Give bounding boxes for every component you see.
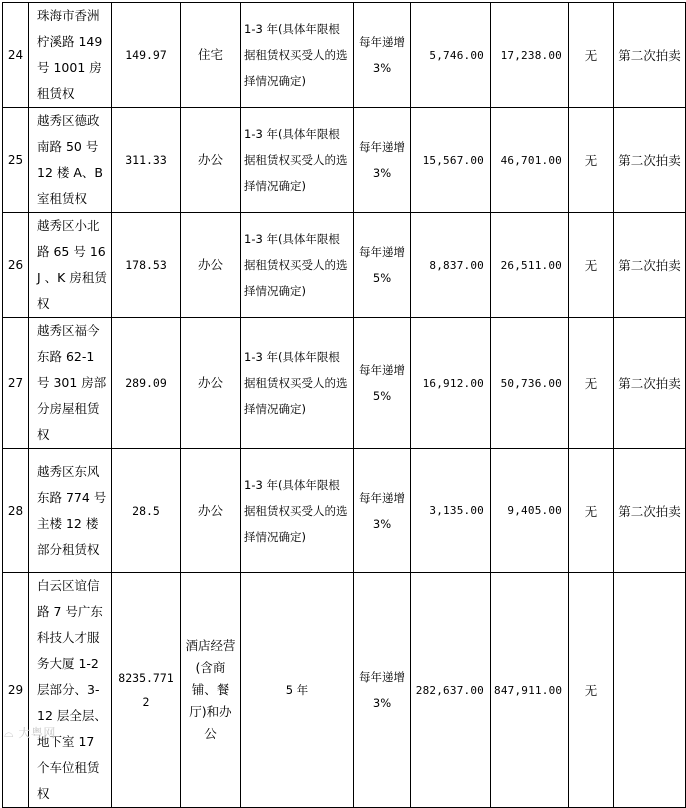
watermark-icon: ⌓ (4, 726, 19, 740)
usage: 酒店经营(含商铺、餐厅)和办公 (181, 573, 241, 808)
deposit: 9,405.00 (491, 449, 569, 573)
area: 28.5 (112, 449, 181, 573)
auction-table (2, 2, 686, 808)
rent-increase: 每年递增 3% (354, 108, 411, 213)
annual-rent: 3,135.00 (411, 449, 491, 573)
row-number: 24 (3, 3, 29, 108)
deposit: 17,238.00 (491, 3, 569, 108)
area: 149.97 (112, 3, 181, 108)
property-name: 越秀区东风东路 774 号主楼 12 楼部分租赁权 (29, 449, 112, 573)
deposit: 26,511.00 (491, 213, 569, 318)
annual-rent: 5,746.00 (411, 3, 491, 108)
deposit: 847,911.00 (491, 573, 569, 808)
encumbrance: 无 (569, 449, 614, 573)
lease-term: 5 年 (241, 573, 354, 808)
usage: 办公 (181, 108, 241, 213)
rent-increase: 每年递增 5% (354, 213, 411, 318)
encumbrance: 无 (569, 318, 614, 449)
deposit: 46,701.00 (491, 108, 569, 213)
usage: 办公 (181, 213, 241, 318)
property-name: 越秀区德政南路 50 号 12 楼 A、B 室租赁权 (29, 108, 112, 213)
lease-term: 1-3 年(具体年限根据租赁权买受人的选择情况确定) (241, 108, 354, 213)
usage: 住宅 (181, 3, 241, 108)
property-name: 白云区谊信路 7 号广东科技人才服务大厦 1-2 层部分、3-12 层全层、地下室 17 个车位租赁权 (29, 573, 112, 808)
lease-term: 1-3 年(具体年限根据租赁权买受人的选择情况确定) (241, 3, 354, 108)
row-number: 25 (3, 108, 29, 213)
property-name: 珠海市香洲柠溪路 149 号 1001 房租赁权 (29, 3, 112, 108)
table-row (3, 213, 686, 318)
rent-increase: 每年递增 3% (354, 449, 411, 573)
row-number: 27 (3, 318, 29, 449)
encumbrance: 无 (569, 213, 614, 318)
area: 311.33 (112, 108, 181, 213)
annual-rent: 282,637.00 (411, 573, 491, 808)
auction-stage: 第二次拍卖 (614, 3, 686, 108)
area: 289.09 (112, 318, 181, 449)
auction-stage: 第二次拍卖 (614, 108, 686, 213)
lease-term: 1-3 年(具体年限根据租赁权买受人的选择情况确定) (241, 318, 354, 449)
row-number: 26 (3, 213, 29, 318)
annual-rent: 16,912.00 (411, 318, 491, 449)
area: 8235.7712 (112, 573, 181, 808)
usage: 办公 (181, 318, 241, 449)
table-row (3, 573, 686, 808)
rent-increase: 每年递增 3% (354, 573, 411, 808)
property-name: 越秀区小北路 65 号 16 J 、K 房租赁权 (29, 213, 112, 318)
auction-stage: 第二次拍卖 (614, 318, 686, 449)
encumbrance: 无 (569, 573, 614, 808)
auction-stage (614, 573, 686, 808)
row-number: 29 (3, 573, 29, 808)
table-row (3, 108, 686, 213)
auction-stage: 第二次拍卖 (614, 213, 686, 318)
annual-rent: 15,567.00 (411, 108, 491, 213)
annual-rent: 8,837.00 (411, 213, 491, 318)
table-row (3, 318, 686, 449)
encumbrance: 无 (569, 3, 614, 108)
table-row (3, 449, 686, 573)
auction-stage: 第二次拍卖 (614, 449, 686, 573)
usage: 办公 (181, 449, 241, 573)
lease-term: 1-3 年(具体年限根据租赁权买受人的选择情况确定) (241, 213, 354, 318)
watermark: ⌓ 大粤网 (4, 726, 56, 740)
table-row (3, 3, 686, 108)
row-number: 28 (3, 449, 29, 573)
rent-increase: 每年递增 5% (354, 318, 411, 449)
deposit: 50,736.00 (491, 318, 569, 449)
property-name: 越秀区福今东路 62-1 号 301 房部分房屋租赁权 (29, 318, 112, 449)
area: 178.53 (112, 213, 181, 318)
encumbrance: 无 (569, 108, 614, 213)
lease-term: 1-3 年(具体年限根据租赁权买受人的选择情况确定) (241, 449, 354, 573)
rent-increase: 每年递增 3% (354, 3, 411, 108)
